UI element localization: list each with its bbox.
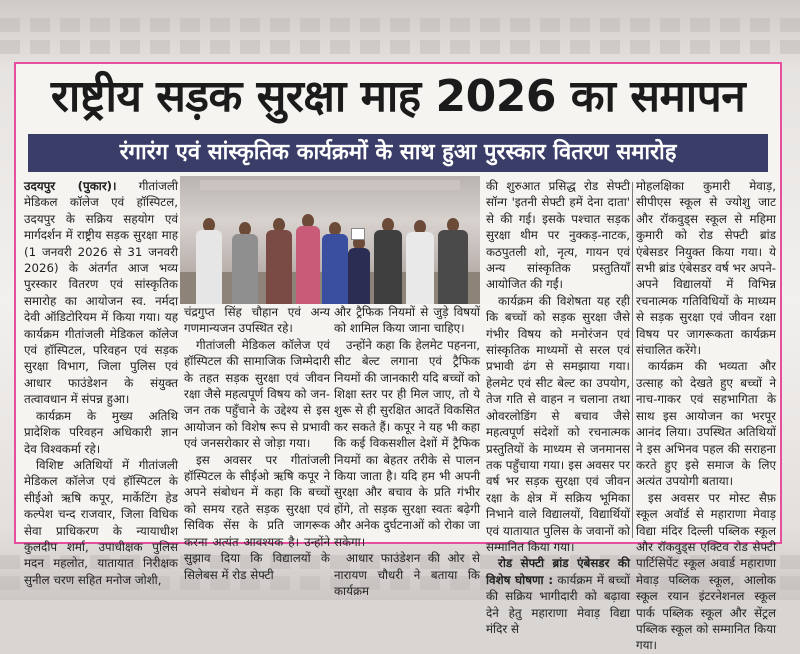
paragraph-text: कार्यक्रम की विशेषता यह रही कि बच्चों को सड़क सुरक्षा जैसे गंभीर विषय को मनोरंजन एवं सांस्कृतिक माध्यमों से सरल एवं प्रभावी ढंग से समझाया गया। हेलमेट एवं सीट बेल्ट का उपयोग, तेज गति से वाहन न चलाना तथा ओवरलोडिंग से बचाव जैसे महत्वपूर्ण संदेशों को रचनात्मक प्रस्तुतियों के माध्यम से जनमानस तक पहुँचाया गया। इस अवसर पर वर्ष भर सड़क सुरक्षा एवं जीवन रक्षा के क्षेत्र में सक्रिय भूमिका निभाने वाले विद्यालयों, विद्यार्थियों एवं यातायात पुलिस के जवानों को सम्मानित किया गया। xyxy=(486,293,630,554)
paragraph-text: की शुरुआत प्रसिद्ध रोड सेफ्टी सॉन्ग 'इतनी सेफ्टी हमें देना दाता' से की गई। इसके पश्चात सड़क सुरक्षा थीम पर नुक्कड़-नाटक, कठपुतली शो, नृत्य, गायन एवं अन्य सांस्कृतिक प्रस्तुतियाँ आयोजित की गईं। xyxy=(486,179,630,292)
subheadline-band: रंगारंग एवं सांस्कृतिक कार्यक्रमों के साथ हुआ पुरस्कार वितरण समारोह xyxy=(28,134,768,172)
photo-person xyxy=(296,214,320,304)
article-paragraph xyxy=(636,490,776,654)
headline: राष्ट्रीय सड़क सुरक्षा माह 2026 का समापन xyxy=(50,71,746,122)
paragraph-lead: रोड सेफ्टी ब्रांड एंबेसडर की विशेष घोषणा : xyxy=(486,556,630,587)
newspaper-clipping xyxy=(14,62,782,653)
article-paragraph xyxy=(24,408,178,457)
article-paragraph xyxy=(24,457,178,588)
article-paragraph xyxy=(636,178,776,358)
photo-person xyxy=(322,222,348,304)
paragraph-text: गीतांजली मेडिकल कॉलेज एवं हॉस्पिटल की सामाजिक जिम्मेदारी के तहत सड़क सुरक्षा एवं जीवन रक्षा जैसे महत्वपूर्ण विषय को जन-जन तक पहुँचाने के उद्देश्य से इस आयोजन को विशेष रूप से प्रभावी एवं जनसरोकार से जोड़ा गया। xyxy=(184,337,330,451)
article-paragraph xyxy=(334,337,480,550)
photo-person xyxy=(374,218,402,304)
paragraph-text: मोहलक्षिका कुमारी मेवाड़, सीपीएस स्कूल से ज्योशु जाट और रॉकवुड्स स्कूल से महिमा कुमारी को रोड सेफ्टी ब्रांड एंबेसडर नियुक्त किया गया। ये सभी ब्रांड एंबेसडर वर्ष भर अपने-अपने विद्यालयों में विभिन्न रचनात्मक गतिविधियों के माध्यम से सड़क सुरक्षा एवं जीवन रक्षा विषय पर जागरूकता कार्यक्रम संचालित करेंगे। xyxy=(636,179,776,358)
paragraph-text: उन्होंने कहा कि हेलमेट पहनना, सीट बेल्ट लगाना एवं ट्रैफिक नियमों की जानकारी यदि बच्चों को शिक्षा स्तर पर ही मिल जाए, तो ये शुरू से ही सुरक्षित आदतें विकसित कर सकते हैं। कपूर ने यह भी कहा कि कई विकसशील देशों में ट्रैफिक नियमों का बेहतर तरीके से पालन किया जाता है। यदि हम भी अपनी सुरक्षा और बचाव के प्रति गंभीर होंगे, तो सड़क सुरक्षा स्वतः बढ़ेगी और अनेक दुर्घटनाओं को रोका जा सकेगा। xyxy=(334,337,480,549)
paragraph-text: इस अवसर पर गीतांजली हॉस्पिटल के सीईओ ऋषि कपूर ने अपने संबोधन में कहा कि बच्चों को समय रहते सड़क सुरक्षा एवं सिविक सेंस के प्रति जागरूक करना अत्यंत आवश्यक है। उन्होंने सुझाव दिया कि विद्यालयों के सिलेबस में रोड सेफ्टी xyxy=(184,452,330,582)
photo-backdrop-banner xyxy=(200,180,460,190)
event-photo xyxy=(180,176,480,304)
blurred-text-lines-top xyxy=(0,40,800,54)
photo-person xyxy=(438,218,468,304)
article-paragraph xyxy=(486,293,630,556)
paragraph-text: कार्यक्रम में बच्चों की सक्रिय भागीदारी को बढ़ावा देने हेतु महाराणा मेवाड़ विद्या मंदिर से xyxy=(486,572,630,636)
article-paragraph xyxy=(636,358,776,489)
paragraph-text: आधार फाउंडेशन की ओर से नारायण चौधरी ने बताया कि कार्यक्रम xyxy=(334,551,480,598)
photo-person xyxy=(348,236,370,304)
article-paragraph xyxy=(486,555,630,637)
certificate-award xyxy=(351,228,365,240)
paragraph-text: इस अवसर पर मोस्ट सैफ़ स्कूल अवॉर्ड से महाराणा मेवाड़ विद्या मंदिर दिल्ली पब्लिक स्कूल और रॉकवुड्स एक्टिव रोड सेफ्टी पार्टिसिपेंट स्कूल अवार्ड महाराणा मेवाड़ पब्लिक स्कूल, आलोक स्कूल रयान इंटरनेशनल स्कूल पार्क पब्लिक स्कूल और सेंट्रल पब्लिक स्कूल को सम्मानित किया गया। xyxy=(636,490,776,653)
article-paragraph xyxy=(334,550,480,599)
article-column-4 xyxy=(486,178,630,636)
paragraph-text: कार्यक्रम के मुख्य अतिथि प्रादेशिक परिवहन अधिकारी ज्ञान देव विश्वकर्मा रहे। xyxy=(24,408,178,456)
blurred-text-lines-top xyxy=(0,18,800,32)
article-paragraph xyxy=(184,452,330,583)
article-paragraph xyxy=(184,304,330,337)
article-paragraph xyxy=(184,337,330,452)
photo-person xyxy=(196,218,222,304)
photo-person xyxy=(266,218,292,304)
article-column-5 xyxy=(636,178,776,653)
paragraph-text: चंद्रगुप्त सिंह चौहान एवं अन्य गणमान्यजन उपस्थित रहे। xyxy=(184,305,330,336)
article-column-1 xyxy=(24,178,178,587)
article-paragraph xyxy=(334,304,480,337)
column-divider xyxy=(632,182,633,538)
paragraph-text: गीतांजली मेडिकल कॉलेज एवं हॉस्पिटल, उदयपुर के सक्रिय सहयोग एवं मार्गदर्शन में राष्ट्रीय सड़क सुरक्षा माह (1 जनवरी 2026 से 31 जनवरी 2026) के अंतर्गत आज भव्य पुरस्कार वितरण एवं सांस्कृतिक समारोह का आयोजन स्व. नर्मदा देवी ऑडिटोरियम में किया गया। यह कार्यक्रम गीतांजली मेडिकल कॉलेज एवं हॉस्पिटल, परिवहन एवं सड़क सुरक्षा विभाग, जिला पुलिस एवं आधार फाउंडेशन के संयुक्त तत्वावधान में संपन्न हुआ। xyxy=(24,179,178,407)
article-paragraph xyxy=(486,178,630,293)
photo-person xyxy=(406,220,434,304)
paragraph-text: और ट्रैफिक नियमों से जुड़े विषयों को शामिल किया जाना चाहिए। xyxy=(334,305,480,336)
paragraph-text: कार्यक्रम की भव्यता और उत्साह को देखते हुए बच्चों ने नाच-गाकर एवं सहभागिता के साथ इस आयोजन का भरपूर आनंद लिया। उपस्थित अतिथियों ने इस अभिनव पहल की सराहना करते हुए इसे समाज के लिए अत्यंत उपयोगी बताया। xyxy=(636,359,776,489)
article-paragraph xyxy=(24,178,178,408)
article-column-3 xyxy=(334,304,480,598)
photo-person xyxy=(232,222,258,304)
article-column-2 xyxy=(184,304,330,582)
paragraph-text: विशिष्ट अतिथियों में गीतांजली मेडिकल कॉलेज एवं हॉस्पिटल के सीईओ ऋषि कपूर, मार्केटिंग हेड कल्पेश चन्द राजवार, जिला विधिक सेवा प्राधिकरण के न्यायाधीश कुलदीप शर्मा, उपाधीक्षक पुलिस मदन महलोत, यातायात निरीक्षक सुनील चरण सहित मनोज जोशी, xyxy=(24,457,178,587)
paragraph-lead: उदयपुर (पुकार)। xyxy=(24,179,117,193)
